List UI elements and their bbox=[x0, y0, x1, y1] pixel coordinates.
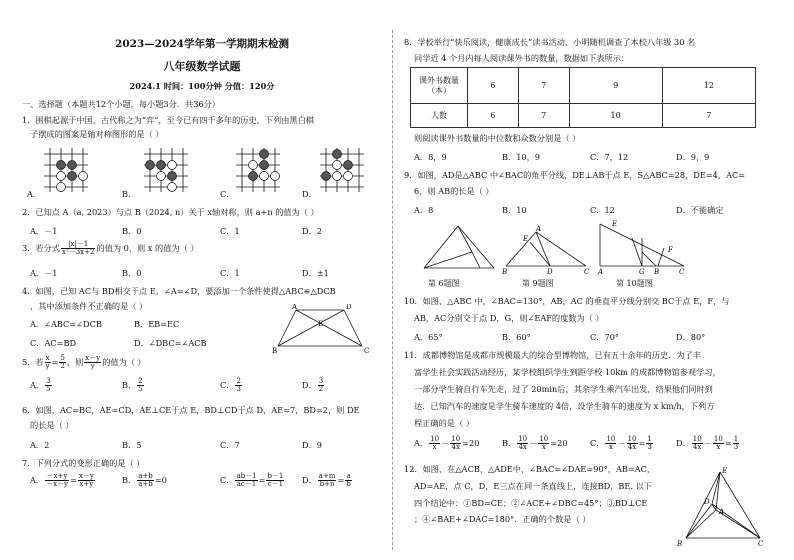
q5-frac2-n: 5 bbox=[60, 354, 65, 362]
q7-opt-a-label: A． bbox=[30, 474, 45, 485]
q8-option-c: C．7，12 bbox=[590, 152, 629, 162]
q11-opt-d-label: D． bbox=[676, 437, 691, 448]
q5-frac1-n: x bbox=[45, 354, 50, 362]
q4-option-d: D．∠DBC=∠ACB bbox=[134, 338, 207, 348]
q7-opt-b-n1: a+b bbox=[138, 472, 153, 480]
q11-opt-a-fb bbox=[450, 436, 461, 452]
go-figure-c bbox=[234, 146, 282, 194]
q8-line2: 同学近 4 个月内每人阅读课外书的数量，数据如下表所示： bbox=[414, 53, 630, 63]
q11-opt-c-rhs-n: 1 bbox=[647, 435, 652, 443]
q12-figure bbox=[674, 466, 766, 548]
column-divider bbox=[392, 30, 393, 550]
q5-option-b bbox=[122, 378, 145, 394]
q7-opt-d-f1 bbox=[318, 473, 337, 489]
fig9-label-e: E bbox=[523, 235, 529, 243]
q5-option-a bbox=[30, 378, 53, 394]
q5-eq: = bbox=[51, 356, 59, 367]
q8-option-b: B．10，9 bbox=[502, 152, 541, 162]
q6-option-c: C．7 bbox=[220, 440, 240, 450]
q11-opt-b-rhs: =20 bbox=[550, 437, 568, 448]
q5-frac3 bbox=[84, 355, 101, 371]
q5-opt-d-n: 3 bbox=[318, 377, 324, 385]
q9-option-c: C．12 bbox=[590, 205, 615, 215]
q9-option-d: D．不能确定 bbox=[676, 205, 724, 215]
q8-header-books-l1: 课外书数量 bbox=[419, 75, 459, 85]
q7-stem: 7．下列分式的变形正确的是（ ） bbox=[22, 458, 145, 468]
q5-opt-c-n: 2 bbox=[236, 377, 241, 385]
q1-option-d: D． bbox=[302, 189, 317, 199]
q5-then: ，则 bbox=[66, 356, 84, 367]
q3-stem bbox=[22, 241, 199, 257]
q3-fraction bbox=[61, 241, 95, 257]
q3-denominator: x²－3x+2 bbox=[61, 248, 95, 257]
q8-books-4: 12 bbox=[662, 68, 755, 104]
q11-option-a bbox=[414, 436, 479, 452]
q6-option-d: D．9 bbox=[302, 440, 322, 450]
exam-meta: 2024.1 时间：100分钟 分值：120分 bbox=[129, 81, 275, 91]
fig10-diagram bbox=[596, 218, 686, 276]
q8-option-a: A．8，9 bbox=[414, 152, 447, 162]
q11-line4: 达．已知汽车的速度是学生骑车速度的 4倍，设学生骑车的速度为 x km/h，下列方 bbox=[414, 401, 715, 411]
q2-option-a: A．－1 bbox=[30, 226, 58, 236]
fig10-label-g: G bbox=[639, 268, 645, 276]
q11-opt-c-rhs-d: 3 bbox=[647, 443, 652, 452]
q10-option-c: C．70° bbox=[590, 332, 619, 342]
q5-opt-a-n: 3 bbox=[46, 377, 51, 385]
q6-line2: 的长是（ ） bbox=[30, 420, 74, 430]
section-heading: 一、选择题（本题共12个小题，每小题3分．共36分） bbox=[22, 99, 220, 109]
q11-opt-b-fb-d: x bbox=[541, 443, 546, 452]
q5-opt-d-frac bbox=[318, 378, 324, 394]
q11-opt-a-rhs: =20 bbox=[462, 437, 480, 448]
go-figure-d bbox=[318, 146, 366, 194]
q7-opt-c-d2: c－1 bbox=[267, 480, 284, 489]
q11-option-b bbox=[502, 436, 568, 452]
q7-opt-b-d1: a+b bbox=[138, 480, 153, 489]
q5-post: 的值为（ ） bbox=[102, 356, 146, 367]
q4-option-b: B．EB=EC bbox=[134, 319, 180, 329]
q8-books-2: 7 bbox=[518, 68, 569, 104]
q7-opt-c-f1 bbox=[235, 473, 257, 489]
q7-opt-c-label: C． bbox=[220, 474, 235, 485]
q4-label-e: E bbox=[318, 320, 324, 328]
q7-opt-b-eq: =0 bbox=[154, 474, 167, 485]
q6-option-a: A．2 bbox=[30, 440, 50, 450]
q5-opt-a-d: 5 bbox=[46, 385, 51, 394]
q12-label-a: A bbox=[719, 508, 725, 516]
fig9-label-b: B bbox=[502, 268, 508, 276]
q11-opt-c-fa-n: 10 bbox=[606, 435, 616, 443]
q5-opt-c-d: 3 bbox=[236, 385, 241, 394]
q11-opt-b-fb bbox=[538, 436, 549, 452]
q4-label-b: B bbox=[272, 347, 278, 354]
q12-label-b: B bbox=[677, 540, 683, 548]
q7-option-c bbox=[220, 473, 285, 489]
q5-frac1-d: y bbox=[45, 362, 50, 371]
q11-opt-a-fb-d: 4x bbox=[451, 443, 460, 452]
q11-option-c: C． $\frac{10}{x}$ － $\frac{10}{4x}$ = $\frac{1}{3}$ bbox=[590, 435, 652, 452]
q12-label-e: E bbox=[722, 467, 728, 475]
q11-opt-c-fb-d: 4x bbox=[627, 443, 637, 452]
q4-option-a: A．∠ABC=∠DCB bbox=[30, 319, 102, 329]
q5-opt-a-label: A． bbox=[30, 379, 45, 390]
fig6-caption: 第 6题图 bbox=[428, 279, 460, 288]
q2-option-b: B．0 bbox=[122, 226, 142, 236]
q11-opt-c-label: C． bbox=[590, 437, 605, 448]
q2-option-d: D．2 bbox=[302, 226, 322, 236]
q5-opt-d-label: D． bbox=[302, 379, 317, 390]
q11-opt-d-fb bbox=[713, 436, 724, 452]
fig9-label-a: A bbox=[536, 225, 542, 233]
q10-option-b: B．60° bbox=[502, 332, 531, 342]
q6-line1: 6．如图，AC=BC，AE=CD，AE⊥CE于点 E，BD⊥CD于点 D，AE=7，BD=2，则 DE bbox=[22, 405, 360, 415]
q11-line5: 程正确的是（ ） bbox=[414, 418, 474, 428]
q7-opt-a-n2: x－y bbox=[78, 472, 94, 480]
q5-opt-c-frac bbox=[235, 378, 241, 394]
q11-line1: 11．成都博物馆是成都市规模最大的综合型博物馆，已有五十余年的历史．为了丰 bbox=[404, 350, 701, 360]
fig9-label-d: D bbox=[547, 268, 553, 276]
right-column bbox=[404, 0, 774, 560]
q4-option-c: C．AC=BD bbox=[30, 338, 77, 348]
q11-line2: 富学生社会实践活动经历，某学校组织学生到距学校 10km 的成都博物馆参观学习， bbox=[414, 367, 721, 377]
q1-line1: 1．围棋起源于中国，古代称之为“弈”，至今已有四千多年的历史，下列由黑白棋 bbox=[22, 115, 314, 125]
q10-line2: AB，AC分别交于点 D，G，则∠EAF的度数为（ ） bbox=[414, 313, 604, 323]
left-column bbox=[22, 0, 382, 560]
q11-opt-d-fb-d: x bbox=[716, 443, 721, 452]
q11-opt-c-rhs bbox=[646, 436, 652, 452]
fig10-label-c: C bbox=[679, 268, 685, 276]
q7-opt-c-n1: ab－1 bbox=[236, 472, 257, 480]
q12-line4: ；④∠BAE+∠DAC=180°．正确的个数是（ ） bbox=[414, 514, 591, 524]
q11-opt-c-fb bbox=[627, 436, 638, 452]
q11-opt-b-fb-n: 10 bbox=[539, 435, 549, 443]
q11-opt-c-fa-d: x bbox=[608, 443, 613, 452]
q11-opt-b-fa-d: 4x bbox=[518, 443, 527, 452]
exam-title: 2023—2024学年第一学期期末检测 bbox=[115, 38, 289, 50]
q7-opt-c-f2 bbox=[266, 473, 284, 489]
q11-opt-d-fa-n: 10 bbox=[692, 435, 702, 443]
q11-opt-a-label: A． bbox=[414, 437, 429, 448]
q5-opt-b-d: 5 bbox=[138, 385, 143, 394]
q8-line1: 8．学校举行“快乐阅读，健康成长”读书活动，小明随机调查了本校八年级 30 名 bbox=[404, 37, 696, 47]
q11-opt-d-op: － bbox=[703, 437, 712, 448]
q11-opt-c-op: － bbox=[617, 437, 626, 448]
q7-opt-a-d2: x+y bbox=[79, 480, 94, 489]
q8-line3: 则阅读课外书数量的中位数和众数分别是（ ） bbox=[414, 133, 581, 143]
q8-table-header-books bbox=[411, 68, 468, 104]
q11-opt-a-op: － bbox=[441, 437, 450, 448]
q10-option-a: A．65° bbox=[414, 332, 443, 342]
q5-option-d bbox=[302, 378, 325, 394]
q8-books-1: 6 bbox=[468, 68, 519, 104]
fig10-label-e: E bbox=[612, 220, 618, 228]
q5-opt-c-label: C． bbox=[220, 379, 235, 390]
q11-opt-a-fb-n: 10 bbox=[451, 435, 461, 443]
q4-label-c: C bbox=[364, 347, 370, 354]
q7-option-b bbox=[122, 473, 167, 489]
fig10-label-b: B bbox=[654, 268, 660, 276]
q12-label-d: D bbox=[704, 498, 710, 506]
q5-pre: 5．若 bbox=[22, 356, 44, 367]
q11-option-d: D． $\frac{10}{4x}$ － $\frac{10}{x}$ = $\frac{1}{3}$ bbox=[676, 435, 739, 452]
q5-opt-b-label: B． bbox=[122, 379, 137, 390]
fig9-diagram bbox=[502, 224, 590, 276]
q1-line2: 子摆成的图案是轴对称图形的是（ ） bbox=[30, 129, 164, 139]
q5-opt-a-frac bbox=[45, 378, 51, 394]
q8-people-2: 7 bbox=[518, 104, 569, 128]
q1-option-b: B． bbox=[122, 189, 137, 199]
q7-opt-d-d2: b bbox=[346, 480, 351, 489]
q11-opt-d-rhs bbox=[733, 436, 739, 452]
q7-opt-a-d1: －x－y bbox=[46, 480, 69, 489]
q5-frac3-n: x－y bbox=[85, 354, 101, 362]
q7-opt-d-n1: a+m bbox=[318, 472, 336, 480]
q6-option-b: B．5 bbox=[122, 440, 142, 450]
q7-opt-c-d1: ac－1 bbox=[236, 480, 257, 489]
q11-opt-c-fb-n: 10 bbox=[627, 435, 637, 443]
exam-subtitle: 八年级数学试题 bbox=[163, 60, 241, 73]
q2-option-c: C．1 bbox=[220, 226, 240, 236]
q9-option-b: B．10 bbox=[502, 205, 527, 215]
q7-opt-d-eq: = bbox=[337, 474, 345, 485]
q11-opt-d-fb-n: 10 bbox=[713, 435, 723, 443]
q7-option-d bbox=[302, 473, 353, 489]
q8-table bbox=[410, 67, 756, 128]
q5-stem bbox=[22, 355, 146, 371]
q10-option-d: D．80° bbox=[676, 332, 706, 342]
q11-opt-c-fa bbox=[605, 436, 616, 452]
q8-option-d: D．9，9 bbox=[676, 152, 710, 162]
q11-opt-b-label: B． bbox=[502, 437, 517, 448]
q5-opt-d-d: 2 bbox=[318, 385, 324, 394]
q7-opt-a-eq: = bbox=[70, 474, 77, 485]
q4-label-d: D bbox=[346, 304, 352, 311]
q9-line2: 6，则 AB的长是（ ） bbox=[414, 186, 494, 196]
q7-opt-a-f1 bbox=[45, 473, 69, 489]
q4-figure bbox=[268, 304, 378, 354]
q1-option-a: A． bbox=[27, 189, 42, 199]
q11-opt-d-rhs-n: 1 bbox=[733, 435, 739, 443]
q3-option-d: D．±1 bbox=[302, 268, 329, 278]
fig9-caption: 第 9题图 bbox=[522, 279, 554, 288]
q11-opt-a-fa bbox=[429, 436, 440, 452]
q3-option-c: C．1 bbox=[220, 268, 240, 278]
q11-opt-d-fa bbox=[692, 436, 703, 452]
q9-option-a: A．8 bbox=[414, 205, 434, 215]
go-figure-b bbox=[142, 146, 190, 194]
q7-opt-d-d1: b+n bbox=[319, 480, 335, 489]
q8-books-3: 9 bbox=[569, 68, 662, 104]
q7-opt-a-n1: －x+y bbox=[46, 472, 68, 480]
q1-option-c: C． bbox=[220, 189, 235, 199]
q4-label-a: A bbox=[292, 304, 298, 311]
q7-opt-a-f2 bbox=[78, 473, 95, 489]
q3-option-b: B．0 bbox=[122, 268, 142, 278]
q5-frac3-d: y bbox=[90, 362, 95, 371]
q2-stem: 2．已知点 A（a, 2023）与点 B（2024, n）关于 x轴对称，则 a+n 的值为（ ） bbox=[22, 207, 319, 217]
q12-line2: AD=AE，点 C，D，E三点在同一条直线上，连接BD，BE. 以下 bbox=[414, 481, 652, 491]
fig10-label-a: A bbox=[598, 268, 604, 276]
fig6-diagram bbox=[420, 222, 498, 272]
q7-opt-c-n2: b－1 bbox=[267, 472, 284, 480]
q5-opt-b-n: 2 bbox=[138, 377, 143, 385]
q10-line1: 10．如图，△ABC 中，∠BAC=130°，AB，AC 的垂直平分线分别交 BC于点 E，F，与 bbox=[404, 296, 730, 306]
q7-opt-b-f1 bbox=[137, 473, 154, 489]
fig9-label-c: C bbox=[584, 268, 590, 276]
q7-opt-d-n2: a bbox=[346, 472, 351, 480]
q12-label-c: C bbox=[758, 540, 764, 548]
q5-frac2-d: 2 bbox=[60, 362, 65, 371]
q5-opt-b-frac bbox=[137, 378, 143, 394]
q8-table-header-people: 人数 bbox=[411, 104, 468, 128]
q12-line1: 12．如图，在△ACB，△ADE中，∠BAC=∠DAE=90°，AB=AC， bbox=[404, 464, 656, 474]
q12-line3: 四个结论中：①BD=CE；②∠ACE+∠DBC=45°；③BD⊥CE bbox=[414, 498, 648, 508]
q5-frac2 bbox=[59, 355, 65, 371]
q7-opt-d-label: D． bbox=[302, 474, 317, 485]
q3-post: 的值为 0，则 x 的值为（ ） bbox=[96, 242, 199, 253]
q7-opt-c-eq: = bbox=[258, 474, 266, 485]
q4-line1: 4．如图，已知 AC与 BD相交于点 E，∠A=∠D，要添加一个条件使得△ABC≌△DCB bbox=[22, 286, 336, 296]
q8-people-1: 6 bbox=[468, 104, 519, 128]
fig10-caption: 第 10题图 bbox=[616, 279, 653, 288]
q7-opt-d-f2 bbox=[345, 473, 351, 489]
q7-opt-b-label: B． bbox=[122, 474, 137, 485]
q11-opt-b-fa-n: 10 bbox=[518, 435, 528, 443]
q11-opt-d-rhs-d: 3 bbox=[733, 443, 739, 452]
q9-line1: 9．如图，AD是△ABC 中∠BAC的角平分线，DE⊥AB于点 E，S△ABC=28，DE=4，AC= bbox=[404, 170, 746, 180]
q8-header-books-l2: （本） bbox=[427, 85, 451, 95]
fig10-label-f: F bbox=[668, 246, 673, 254]
q8-people-4: 7 bbox=[662, 104, 755, 128]
q4-line2: ，其中添加条件不正确的是（ ） bbox=[30, 301, 148, 311]
q5-option-c bbox=[220, 378, 243, 394]
q3-numerator: |x|－1 bbox=[61, 241, 95, 249]
q8-people-3: 10 bbox=[569, 104, 662, 128]
q11-opt-a-fa-d: x bbox=[432, 443, 437, 452]
q7-option-a bbox=[30, 473, 96, 489]
q3-option-a: A．－1 bbox=[30, 268, 58, 278]
q11-opt-b-op: － bbox=[529, 437, 538, 448]
q11-opt-a-fa-n: 10 bbox=[430, 435, 440, 443]
q11-line3: 一部分学生骑自行车先走，过了 20min后，其余学生乘汽车出发，结果他们同时到 bbox=[414, 384, 713, 394]
q3-pre: 3．若分式 bbox=[22, 242, 60, 253]
q11-opt-d-fa-d: 4x bbox=[693, 443, 702, 452]
q5-frac1 bbox=[45, 355, 51, 371]
go-figure-a bbox=[42, 146, 90, 194]
q11-opt-b-fa bbox=[517, 436, 528, 452]
